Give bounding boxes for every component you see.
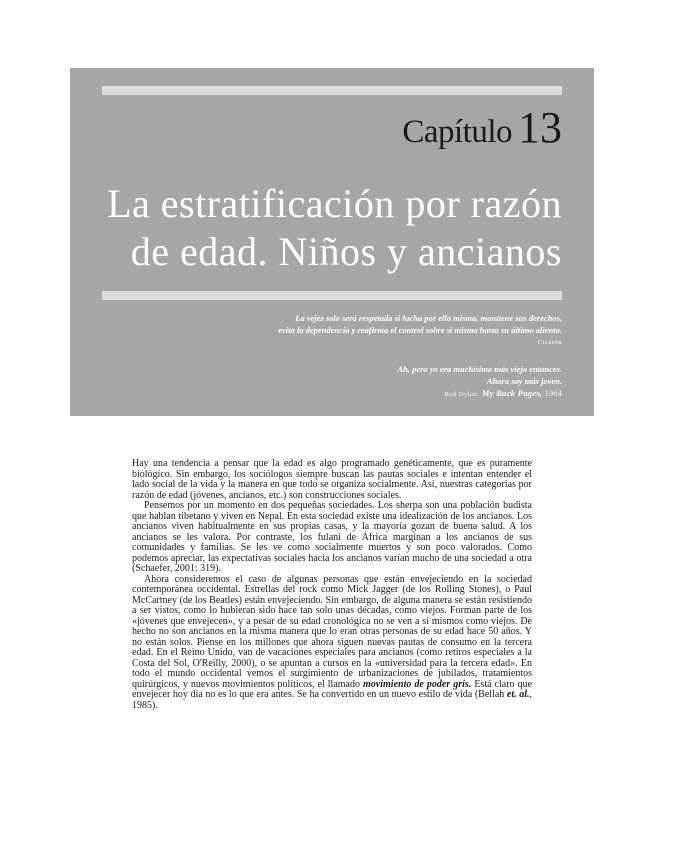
epigraph-2-year: 1964 (544, 389, 562, 398)
paragraph-3 (132, 575, 532, 712)
epigraph-1-line-1: La vejez solo será respetada si lucha por ella misma, mantiene sus derechos, (295, 313, 562, 323)
paragraph-3-part-c: , 1985). (132, 689, 533, 711)
epigraph-2-line-2: Ahora soy más joven. (486, 376, 562, 386)
banner-bottom-rule (102, 291, 562, 300)
chapter-body (132, 459, 532, 711)
epigraph-2-author: Bod Dylan: (444, 391, 480, 398)
epigraph-1-author-name: Cicerón (537, 339, 562, 346)
chapter-word: Capítulo (402, 114, 512, 150)
paragraph-3-part-b: Está claro que envejecer hoy día no es lo que era antes. Se ha convertido en un nuevo estilo de vida (Bellah (132, 678, 533, 700)
epigraphs (278, 312, 562, 401)
chapter-banner (70, 68, 594, 416)
epigraph-2-line-1: Ah, pero yo era muchísimo más viejo entonces. (397, 364, 562, 374)
epigraph-1-line-2: evita la dependencia y reafirma el control sobre sí misma hasta su último aliento. (278, 325, 562, 335)
chapter-title-line-1: La estratificación por razón (107, 181, 562, 226)
paragraph-1: Hay una tendencia a pensar que la edad es algo programado genéticamente, que es puramente biológico. Sin embargo, los sociólogos siempre buscan las pautas sociales e intentan entender el lado social de la vida y la manera en que todo se organiza socialmente. Así, nuestras categorías por razón de edad (jóvenes, ancianos, etc.) son construcciones sociales. (132, 458, 532, 501)
banner-top-rule (102, 86, 562, 95)
epigraph-2-attribution (278, 387, 562, 401)
chapter-number: 13 (518, 103, 562, 152)
paragraph-3-etal: et. al. (506, 689, 530, 700)
paragraph-3-part-a: Ahora consideremos el caso de algunas personas que están envejeciendo en la sociedad contemporánea occidental. Estrellas del rock como Mick Jagger (de los Rolling Stones), o Paul McCartney (de los Beatles) están envejeciendo. Sin embargo, de alguna manera se están resistiendo a ser vistos, como lo hubieran sido hace tan solo unas décadas, como viejos. Forman parte de los «jóvenes que envejecen», y a pesar de su edad cronológica no se ven a sí mismos como viejos. De hecho no son ancianos en la misma manera que lo eran otras personas de su edad hace 50 años. Y no están solos. Piense en los millones que ahora siguen nuevas pautas de consumo en la tercera edad. En el Reino Unido, van de vacaciones especiales para ancianos (como retiros especiales a la Costa del Sol, O'Reilly, 2000), o se apuntan a cursos en la «universidad para la tercera edad». En todo el mundo occidental vemos el surgimiento de urbanizaciones de jubilados, tratamientos quirúrgicos, y nuevos movimientos políticos, el llamado (132, 573, 532, 690)
epigraph-1-author (278, 336, 562, 349)
paragraph-2: Pensemos por un momento en dos pequeñas sociedades. Los sherpa son una población budista que hablan tibetano y viven en Nepal. En esta sociedad existe una idealización de los ancianos. Los ancianos viven habitualmente en sus propias casas, y la mayoría gozan de buena salud. A los ancianos se les valora. Por contraste, los fulani de África marginan a los ancianos de sus comunidades y familias. Se les ve como socialmente muertos y son poco valorados. Como podemos apreciar, las expectativas sociales hacia los ancianos varían mucho de una sociedad a otra (Schaefer, 2001: 319). (132, 500, 532, 574)
chapter-title-line-2: de edad. Niños y ancianos (130, 229, 562, 274)
epigraph-2-work: My Back Pages, (481, 388, 543, 398)
paragraph-3-term: movimiento de poder gris. (363, 678, 472, 690)
chapter-title (107, 180, 562, 276)
chapter-heading (402, 103, 562, 152)
